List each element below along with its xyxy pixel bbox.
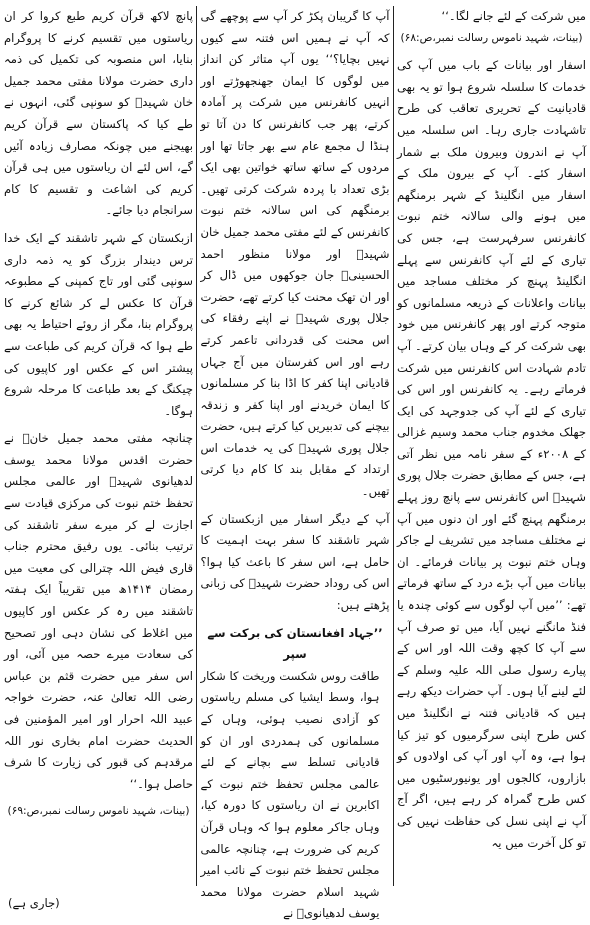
- quoted-paragraph: طاقت روس شکست وریخت کا شکار ہوا، وسط ایشیا کی مسلم ریاستوں کو آزادی نصیب ہوئی، وہاں کے مسلمانوں کی ہمدردی اور ان کو قادیانی تسلط سے بچانے کے لئے عالمی مجلس تحفظ ختم نبوت کے اکابرین نے ان ریاستوں کا دورہ کیا، وہاں جاکر معلوم ہوا کہ وہاں قرآن کریم کی ضرورت ہے، چنانچہ عالمی مجلس تحفظ ختم نبوت کے نائب امیر شہید اسلام حضرت مولانا محمد یوسف لدھیانویؒ نے: [200, 668, 380, 921]
- paragraph: آپ کا گریبان پکڑ کر آپ سے پوچھے گی کہ آپ نے ہمیں اس فتنہ سے کیوں نہیں بچایا؟‘‘ یوں آپ متاثر کن انداز میں لوگوں کا ایمان جھنجھوڑتے اور انہیں کانفرنس میں شرکت پر آمادہ کرتے، پھر جب کانفرنس کا دن آتا تو ہنڈا ل مجمع عام سے بھر جاتا تھا اور مردوں کے ساتھ ساتھ خواتین بھی ایک بڑی تعداد با پردہ شرکت کرتی تھیں۔ برمنگھم کی اس سالانہ ختم نبوت کانفرنس کے لئے مفتی محمد جمیل خان شہیدؒ اور مولانا منظور احمد الحسینیؒ جان جوکھوں میں ڈال کر اور ان تھک محنت کیا کرتے تھے، حضرت جلال پوری شہیدؒ نے اپنے رفقاء کی اس محنت کی قدردانی تاعمر کرتے رہے اور اس کفرستان میں آج جہاں قادیانی اپنا کفر کا اڈا بنا کر مسلمانوں کا ایمان خریدنے اور اپنا کفر و زندقہ بیچنے کی تدبیریں کیا کرتے ہیں، حضرت جلال پوری شہیدؒ کی یہ خدمات اس ارتداد کے مقابل بند کا کام دیا کرتی تھیں۔: [200, 9, 390, 499]
- paragraph: ازبکستان کے شہر تاشقند کے ایک خدا ترس دیندار بزرگ کو یہ ذمہ داری سونپی گئی اور تاج کمپنی کے مطبوعہ قرآن کا عکس لے کر شائع کرنے کا پروگرام بنا، مگر از روئے احتیاط یہ بھی طے ہوا کہ قرآن کریم کی طباعت سے پیشتر اس کے عکس اور کاپیوں کی چیکنگ کے بعد طباعت کا مرحلہ شروع ہوگا۔: [4, 230, 193, 418]
- citation: (بینات، شہید ناموس رسالت نمبر،ص:۶۸): [400, 31, 583, 44]
- paragraph: میں شرکت کے لئے جانے لگا۔‘‘: [441, 9, 586, 23]
- column-divider: [196, 6, 197, 886]
- paragraph: چنانچہ مفتی محمد جمیل خانؒ نے حضرت اقدس مولانا محمد یوسف لدھیانوی شہیدؒ اور عالمی مجلس تحفظ ختم نبوت کی مرکزی قیادت سے اجازت لے کر میرے سفر تاشقند کی ترتیب بنائی۔ یوں رفیق محترم جناب قاری فیض اللہ چترالی کی معیت میں رمضان ۱۴۱۴ھ میں تقریباً ایک ہفتہ تاشقند میں رہ کر عکس اور کاپیوں میں اغلاط کی نشان دہی اور تصحیح کی سعادت میرے حصہ میں آئی، اور اس سفر میں حضرت قثم بن عباس رضی اللہ تعالیٰ عنہ، حضرت خواجہ عبید اللہ احرار اور امیر المؤمنین فی الحدیث حضرت امام بخاری نور اللہ مرقدہم کی قبور کی زیارت کا شرف حاصل ہوا۔‘‘: [4, 431, 193, 791]
- paragraph: پانچ لاکھ قرآن کریم طبع کروا کر ان ریاستوں میں تقسیم کرنے کا پروگرام بنایا، اس منصوبہ کی تکمیل کی ذمہ داری حضرت مولانا مفتی محمد جمیل خان شہیدؒ کو سونپی گئی، انہوں نے طے کیا کہ پاکستان سے قرآن کریم بھیجنے میں چونکہ مصارف زیادہ آئیں گے، اس لئے ان ریاستوں میں ہی قرآن کریم کی اشاعت و تقسیم کا کام سرانجام دیا جائے۔: [4, 9, 193, 218]
- continued-note: (جاری ہے): [8, 896, 60, 910]
- column-middle: [200, 6, 390, 921]
- column-divider: [393, 6, 394, 886]
- column-left: [4, 6, 193, 886]
- paragraph: اسفار اور بیانات کے باب میں آپ کی خدمات کا سلسلہ شروع ہوا تو یہ بھی قادیانیت کے تحریری تعاقب کی طرح تاشہادت جاری رہا۔ اس سلسلہ میں آپ نے اندرون وبیرون ملک بے شمار اسفار کئے۔ آپ کے بیرون ملک کے اسفار میں انگلینڈ کے شہر برمنگھم میں ہونے والی سالانہ ختم نبوت کانفرنس سرفہرست ہے، جس کی تیاری کے لئے آپ کانفرنس سے پہلے انگلینڈ پہنچ کر مختلف مساجد میں بیانات واعلانات کے ذریعہ مسلمانوں کو متوجہ کرتے اور پھر کانفرنس میں خود بھی شرکت کر کے وہاں بیان کرتے۔ آپ تادم شہادت اس کانفرنس میں شرکت فرماتے رہے۔ یہ کانفرنس اور اس کی تیاری کے لئے آپ کی جدوجہد کی ایک جھلک مخدوم جناب محمد وسیم غزالی کے ۲۰۰۸ء کے سفر نامہ میں نظر آتی ہے، جس کے مطابق حضرت جلال پوری شہیدؒ اس کانفرنس سے پانچ روز پہلے برمنگھم پہنچ گئے اور ان دنوں میں آپ نے مختلف مساجد میں تشریف لے جاکر وہاں ختم نبوت پر بیانات فرمائے۔ ان بیانات میں آپ بڑے درد کے ساتھ فرماتے تھے: ’’میں آپ لوگوں سے کوئی چندہ یا فنڈ مانگنے نہیں آیا، میں تو صرف آپ سے آپ کا کچھ وقت اللہ اور اس کے پیارے رسول صلی اللہ علیہ وسلم کے لئے لینے آیا ہوں۔ آپ حضرات دیکھ رہے ہیں کہ قادیانی فتنہ نے انگلینڈ میں کس طرح اپنی سرگرمیوں کو تیز کیا ہوا ہے، وہ آپ اور آپ کی اولادوں کو بازاروں، کالجوں اور یونیورسٹیوں میں کس طرح گمراہ کر رہے ہیں، اگر آج آپ نے اپنی نسل کی حفاظت نہیں کی تو کل آخرت میں یہ: [397, 58, 586, 850]
- quote-heading: ’’جہاد افغانستان کی برکت سے سپر: [207, 625, 383, 662]
- column-right: [397, 6, 586, 886]
- paragraph: آپ کے دیگر اسفار میں ازبکستان کے شہر تاشقند کا سفر بہت اہمیت کا حامل ہے، اس سفر کا باعث کیا ہوا؟ اس کی روداد حضرت شہیدؒ کی زبانی پڑھتے ہیں:: [200, 511, 390, 613]
- citation: (بینات، شہید ناموس رسالت نمبر،ص:۶۹): [7, 805, 190, 818]
